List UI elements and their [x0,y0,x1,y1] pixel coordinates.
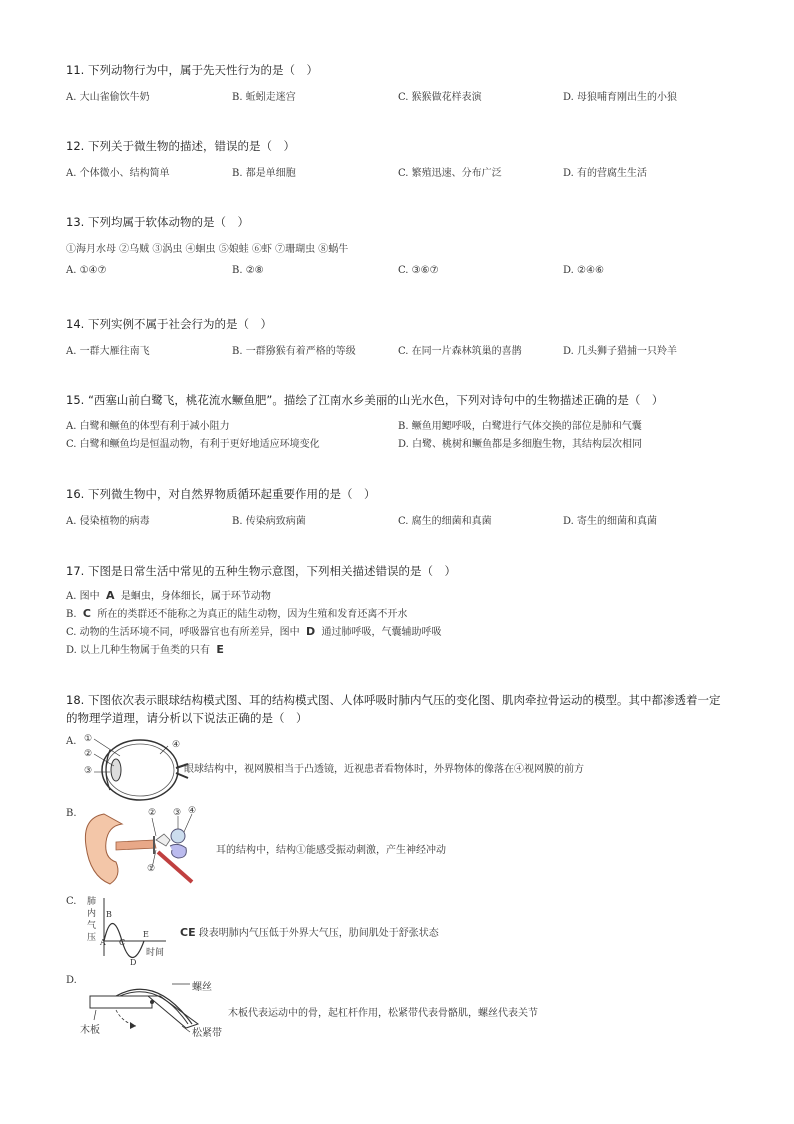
q13-option-a: A. ①④⑦ [66,265,107,276]
q14-option-c: C. 在同一片森林筑巢的喜鹊 [398,346,522,357]
q16-option-c: C. 腐生的细菌和真菌 [398,516,492,527]
model-label-band: 松紧带 [192,1028,222,1039]
q18-stem-line2: 的物理学道理，请分析以下说法正确的是（ ） [66,711,308,725]
q12-option-d: D. 有的营腐生生活 [563,168,648,179]
q17-key-e: E [216,643,224,656]
board-upper [90,996,152,1008]
lens [111,759,121,781]
q11-option-b: B. 蚯蚓走迷宫 [232,92,296,103]
graph-point-a: A [100,938,106,947]
q17-stem: 17. 下图是日常生活中常见的五种生物示意图，下列相关描述错误的是（ ） [66,564,456,578]
graph-x-label: 时间 [146,948,165,958]
q13-option-c: C. ③⑥⑦ [398,265,439,276]
q17-option-a: A. 图中 A 是蛔虫，身体细长，属于环节动物 [66,589,271,602]
q17-option-d: D. 以上几种生物属于鱼类的只有 E [66,643,224,656]
motion-path [116,1010,136,1026]
graph-point-c: C [119,938,126,947]
ear-diagram [82,806,206,886]
q17-key-c: C [82,607,91,620]
model-label-board: 木板 [80,1025,100,1036]
q13-option-d: D. ②④⑥ [563,265,604,276]
eye-mark-4: ④ [172,740,181,750]
q18-option-b-text: 耳的结构中，结构①能感受振动刺激，产生神经冲动 [216,845,446,856]
q15-option-a: A. 白鹭和鳜鱼的体型有利于减小阻力 [66,421,230,432]
ear-mark-3: ③ [173,808,182,818]
motion-arrow [130,1022,136,1029]
eye-mark-3: ③ [84,766,93,776]
ear-mark-2: ② [148,808,157,818]
model-label-screw: 螺丝 [192,982,212,993]
q18-option-a-letter: A. [66,736,77,747]
q18-option-c-text: CE 段表明肺内气压低于外界大气压，肋间肌处于舒张状态 [180,926,439,939]
semicircular-canals [171,829,185,843]
q17-option-b: B. C 所在的类群还不能称之为真正的陆生动物，因为生殖和发育还离不开水 [66,607,408,620]
q12-option-b: B. 都是单细胞 [232,168,296,179]
q11-option-a: A. 大山雀偷饮牛奶 [66,92,150,103]
q15-option-c: C. 白鹭和鳜鱼均是恒温动物，有利于更好地适应环境变化 [66,439,320,450]
graph-y-label: 肺 内 气 压 [87,897,97,943]
q16-option-a: A. 侵染植物的病毒 [66,516,150,527]
q13-items: ①海月水母 ②乌贼 ③涡虫 ④蛔虫 ⑤娘蛙 ⑥虾 ⑦珊瑚虫 ⑧蜗牛 [66,244,349,255]
q18-option-a-text: 眼球结构中，视网膜相当于凸透镜，近视患者看物体时，外界物体的像落在④视网膜的前方 [184,764,584,775]
graph-point-d: D [130,958,137,967]
q14-option-d: D. 几头狮子猎捕一只羚羊 [563,346,678,357]
q11-stem: 11. 下列动物行为中，属于先天性行为的是（ ） [66,63,318,77]
q14-option-a: A. 一群大雁往南飞 [66,346,150,357]
q11-option-c: C. 猴猴做花样表演 [398,92,482,103]
ossicles [156,834,170,846]
q15-option-b: B. 鳜鱼用鳃呼吸，白鹭进行气体交换的部位是肺和气囊 [398,421,642,432]
q14-stem: 14. 下列实例不属于社会行为的是（ ） [66,317,272,331]
graph-point-e: E [143,930,149,939]
q12-stem: 12. 下列关于微生物的描述，错误的是（ ） [66,139,295,153]
ear-mark-1: ① [147,864,156,874]
q18-stem-line1: 18. 下图依次表示眼球结构模式图、耳的结构模式图、人体呼吸时肺内气压的变化图、肌肉牵拉骨运动的模型。其中都渗透着一定 [66,693,721,707]
eye-mark-1: ① [84,734,93,744]
cochlea [170,844,186,858]
q12-option-c: C. 繁殖迅速、分布广泛 [398,168,502,179]
ear-mark-4: ④ [188,806,197,816]
q12-option-a: A. 个体微小、结构简单 [66,168,170,179]
q11-option-d: D. 母狼哺育刚出生的小狼 [563,92,678,103]
graph-point-b: B [106,910,112,919]
q18-option-c-letter: C. [66,896,77,907]
q18-option-b-letter: B. [66,808,77,819]
q16-option-d: D. 寄生的细菌和真菌 [563,516,658,527]
screw-joint [150,1000,154,1004]
board-lower [148,996,198,1028]
q17-key-d: D [306,625,316,638]
eye-mark-2: ② [84,749,93,759]
q18-option-d-text: 木板代表运动中的骨，起杠杆作用，松紧带代表骨骼肌，螺丝代表关节 [228,1008,538,1019]
ear-canal [116,840,156,850]
q16-option-b: B. 传染病致病菌 [232,516,306,527]
q18-option-d-letter: D. [66,975,77,986]
q17-option-c: C. 动物的生活环境不同，呼吸器官也有所差异，图中 D 通过肺呼吸，气囊辅助呼吸 [66,625,442,638]
q17-key-a: A [105,589,115,602]
q13-stem: 13. 下列均属于软体动物的是（ ） [66,215,249,229]
q16-stem: 16. 下列微生物中，对自然界物质循环起重要作用的是（ ） [66,487,376,501]
q15-stem: 15. “西塞山前白鹭飞，桃花流水鳜鱼肥”。描绘了江南水乡美丽的山光水色，下列对诗句中的生物描述正确的是（ ） [66,393,664,407]
q18-key-ce: CE [180,926,196,939]
q13-option-b: B. ②⑧ [232,265,264,276]
q15-option-d: D. 白鹭、桃树和鳜鱼都是多细胞生物，其结构层次相同 [398,439,643,450]
q14-option-b: B. 一群猕猴有着严格的等级 [232,346,356,357]
